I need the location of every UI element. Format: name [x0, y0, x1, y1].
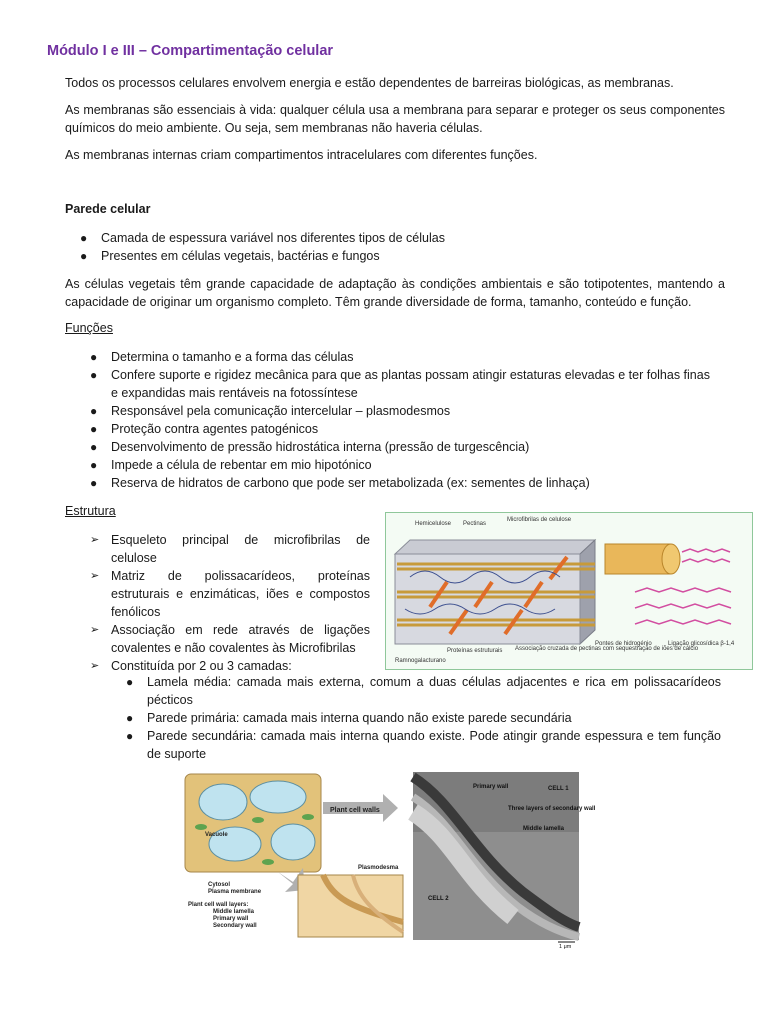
- label-proteinas: Proteínas estruturais: [447, 648, 503, 654]
- wall-block-top: [395, 540, 595, 554]
- bullet-icon: ●: [90, 476, 98, 490]
- cell-wall-micrograph-figure: [413, 772, 596, 950]
- label-primary-wall: Primary wall: [213, 916, 249, 922]
- section-heading-funcoes: Funções: [65, 321, 113, 335]
- list-item: ● Confere suporte e rigidez mecânica para que as plantas possam atingir estaturas elevadas e ter folhas finas e expandidas mais rentáveis na fotossíntese: [90, 368, 710, 400]
- intro-paragraph-3: As membranas internas criam compartimentos intracelulares com diferentes funções.: [65, 148, 538, 162]
- cell-wall-structure-figure: [385, 512, 753, 670]
- bullet-icon: ●: [80, 249, 88, 263]
- funcoes-bullet-list: [90, 348, 720, 492]
- list-item: ● Presentes em células vegetais, bactérias e fungos: [80, 249, 380, 263]
- bullet-icon: ●: [90, 458, 98, 472]
- label-secondary-wall: Secondary wall: [213, 923, 257, 929]
- bullet-icon: ●: [80, 231, 88, 245]
- bullet-icon: ●: [90, 350, 98, 364]
- list-item: ● Parede primária: camada mais interna quando não existe parede secundária: [126, 711, 572, 725]
- label-middle-lamella: Middle lamella: [213, 909, 255, 915]
- list-item: ● Desenvolvimento de pressão hidrostática interna (pressão de turgescência): [90, 440, 530, 454]
- label-microfibrilas: Microfibrilas de celulose: [507, 517, 572, 523]
- list-item: ● Parede secundária: camada mais interna quando existe. Pode atingir grande espessura e tem função de suporte: [126, 729, 721, 761]
- list-item: ➢ Matriz de polissacarídeos, proteínas estruturais e enzimáticas, iões e compostos fenólicos: [90, 569, 370, 619]
- list-item: ➢ Associação em rede através de ligações covalentes e não covalentes às Microfibrilas: [90, 623, 370, 655]
- list-item: ➢ Constituída por 2 ou 3 camadas:: [90, 659, 292, 673]
- label-plasma-membrane: Plasma membrane: [208, 889, 262, 895]
- section-heading-estrutura: Estrutura: [65, 504, 116, 518]
- parede-paragraph: As células vegetais têm grande capacidade de adaptação às condições ambientais e são totipotentes, mantendo a capacidade de originar um organismo completo. Têm grande diversidade de forma, tamanho, conteúdo e função.: [65, 277, 725, 309]
- arrow-bullet-icon: ➢: [90, 624, 100, 636]
- list-item: ● Reserva de hidratos de carbono que pode ser metabolizada (ex: sementes de linhaça): [90, 476, 590, 490]
- bullet-icon: ●: [126, 711, 134, 725]
- intro-paragraph-2: As membranas são essenciais à vida: qualquer célula usa a membrana para separar e proteger os seus componentes químicos do meio ambiente. Ou seja, sem membranas não haveria células.: [65, 103, 725, 135]
- intro-paragraph-1: Todos os processos celulares envolvem energia e estão dependentes de barreiras biológicas, as membranas.: [65, 76, 674, 90]
- label-vacuole: Vacuole: [205, 832, 228, 838]
- list-item: ● Proteção contra agentes patogénicos: [90, 422, 319, 436]
- plant-cell-walls-figure: [183, 772, 405, 942]
- section-heading-parede: Parede celular: [65, 202, 151, 216]
- arrow-bullet-icon: ➢: [90, 534, 100, 546]
- label-pontes: Pontes de hidrogénio: [595, 641, 652, 647]
- bullet-icon: ●: [90, 422, 98, 436]
- bullet-icon: ●: [90, 404, 98, 418]
- estrutura-sub-list: [126, 673, 721, 763]
- label-ligacao: Ligação glicosídica β-1,4: [668, 641, 735, 647]
- label-layers-title: Plant cell wall layers:: [188, 902, 249, 908]
- list-item: ● Responsável pela comunicação intercelular – plasmodesmos: [90, 404, 451, 418]
- bullet-icon: ●: [126, 729, 134, 743]
- label-ramnogalacturano: Ramnogalacturano: [395, 658, 446, 664]
- label-cell1: CELL 1: [548, 786, 569, 792]
- label-three-layers: Three layers of secondary wall: [508, 806, 596, 812]
- label-primary-wall: Primary wall: [473, 784, 509, 790]
- arrow-bullet-icon: ➢: [90, 660, 100, 672]
- label-hemicelulose: Hemicelulose: [415, 521, 452, 527]
- estrutura-arrow-list: [90, 531, 370, 675]
- label-pectinas: Pectinas: [463, 521, 487, 527]
- list-item: ● Impede a célula de rebentar em mio hipotónico: [90, 458, 372, 472]
- microfibril-end: [662, 544, 680, 574]
- parede-bullet-list: [80, 229, 680, 265]
- label-cytosol: Cytosol: [208, 882, 231, 888]
- scale-label: 1 μm: [559, 944, 572, 950]
- label-plant-cell-walls: Plant cell walls: [330, 807, 380, 814]
- microfibril-cylinder: [605, 544, 671, 574]
- bullet-icon: ●: [126, 675, 134, 689]
- arrow-bullet-icon: ➢: [90, 570, 100, 582]
- label-plasmodesma: Plasmodesma: [358, 865, 399, 871]
- list-item: ● Determina o tamanho e a forma das células: [90, 350, 354, 364]
- bullet-icon: ●: [90, 440, 98, 454]
- bullet-icon: ●: [90, 368, 98, 382]
- list-item: ➢ Esqueleto principal de microfibrilas de celulose: [90, 533, 370, 565]
- list-item: ● Camada de espessura variável nos diferentes tipos de células: [80, 231, 445, 245]
- label-cell2: CELL 2: [428, 896, 449, 902]
- label-associacao: Associação cruzada de pectinas com sequestração de iões de cálcio: [515, 646, 699, 652]
- list-item: ● Lamela média: camada mais externa, comum a duas células adjacentes e rica em polissacarídeos pécticos: [126, 675, 721, 707]
- page-title: Módulo I e III – Compartimentação celular: [47, 43, 334, 59]
- label-middle-lamella: Middle lamella: [523, 826, 565, 832]
